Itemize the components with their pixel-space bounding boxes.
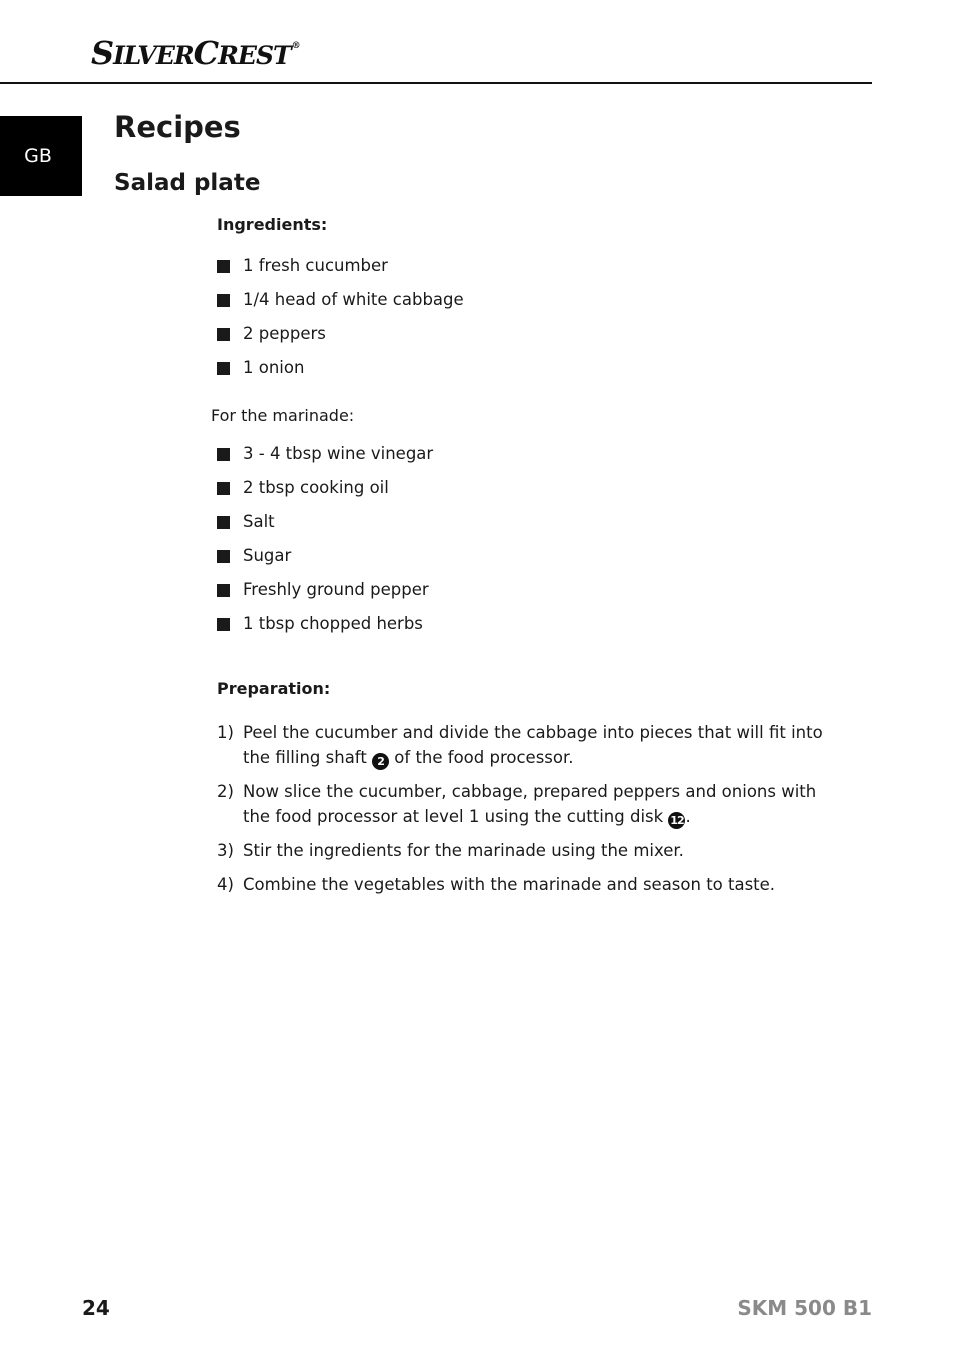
list-item: Sugar (217, 546, 433, 580)
bullet-square-icon (217, 482, 230, 495)
step-item: 3) Stir the ingredients for the marinade using the mixer. (217, 841, 684, 860)
bullet-square-icon (217, 294, 230, 307)
bullet-square-icon (217, 618, 230, 631)
preparation-label: Preparation: (217, 679, 331, 698)
list-item: Salt (217, 512, 433, 546)
list-item: Freshly ground pepper (217, 580, 433, 614)
language-tab: GB (0, 116, 82, 196)
marinade-list (217, 444, 433, 648)
brand-logo: SILVERCREST® (91, 34, 300, 72)
reference-number-icon: 2 (372, 753, 389, 770)
page-number: 24 (82, 1296, 110, 1320)
list-item: 1/4 head of white cabbage (217, 290, 464, 324)
bullet-square-icon (217, 362, 230, 375)
list-item: 1 onion (217, 358, 464, 392)
step-item: 1) Peel the cucumber and divide the cabbage into pieces that will fit into the filling shaft 2 of the food processor. (217, 723, 823, 768)
bullet-square-icon (217, 448, 230, 461)
bullet-square-icon (217, 516, 230, 529)
preparation-steps (217, 720, 827, 906)
page-title: Recipes (114, 110, 241, 144)
list-item: 1 tbsp chopped herbs (217, 614, 433, 648)
ingredients-label: Ingredients: (217, 215, 328, 234)
step-item: 4) Combine the vegetables with the marinade and season to taste. (217, 875, 776, 894)
list-item: 2 tbsp cooking oil (217, 478, 433, 512)
step-item: 2) Now slice the cucumber, cabbage, prepared peppers and onions with the food processor at level 1 using the cutting disk 12 . (217, 782, 817, 827)
list-item: 3 - 4 tbsp wine vinegar (217, 444, 433, 478)
marinade-label: For the marinade: (211, 406, 355, 425)
bullet-square-icon (217, 550, 230, 563)
bullet-square-icon (217, 328, 230, 341)
header-divider (0, 82, 872, 84)
list-item: 1 fresh cucumber (217, 256, 464, 290)
section-title: Salad plate (114, 170, 261, 196)
ingredients-list (217, 256, 464, 392)
model-number: SKM 500 B1 (737, 1296, 872, 1320)
list-item: 2 peppers (217, 324, 464, 358)
reference-number-icon: 12 (670, 814, 684, 827)
bullet-square-icon (217, 260, 230, 273)
bullet-square-icon (217, 584, 230, 597)
